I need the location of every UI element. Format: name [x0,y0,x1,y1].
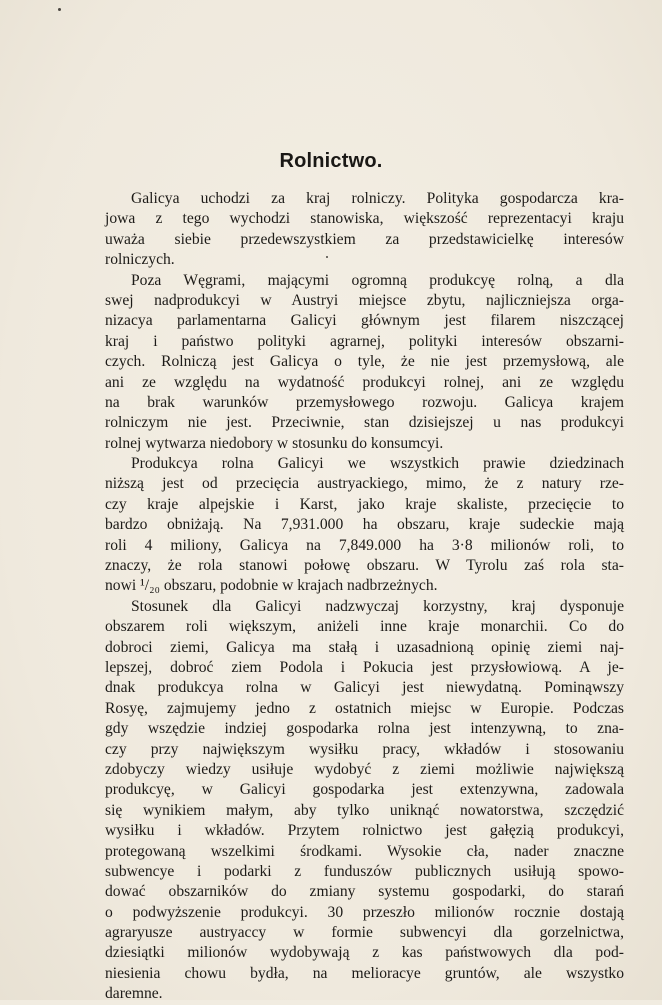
text-line: produkcyę, w Galicyi gospodarka jest extenzywna, zadowala [105,781,624,799]
text-line: wysiłku i wkładów. Przytem rolnictwo jest gałęzią produkcyi, [105,822,624,840]
text-line: subwencye i podarki z funduszów publicznych usiłują spowo- [105,862,624,880]
text-line: na brak warunków przemysłowego rozwoju. Galicya krajem [105,393,624,411]
text-line: roli 4 miliony, Galicya na 7,849.000 ha 3·8 milionów roli, to [105,536,624,554]
text-line: obszarem roli większym, aniżeli inne kraje monarchii. Co do [105,618,624,636]
text-line: kraj i państwo polityki agrarnej, polityki interesów obszarni- [105,332,624,350]
paper-speck [58,8,61,11]
text-line: protegowaną wszelkimi środkami. Wysokie cła, nader znaczne [105,842,624,860]
text-line: swej nadprodukcyi w Austryi miejsce zbytu, najliczniejsza orga- [105,291,624,309]
text-line: nowi ¹/₂₀ obszaru, podobnie w krajach nadbrzeżnych. [105,577,438,595]
text-line: jowa z tego wychodzi stanowiska, większość reprezentacyi kraju [105,210,624,228]
text-line: dnak produkcya rolna w Galicyi jest niewydatną. Pominąwszy [105,679,624,697]
page-title: Rolnictwo. [279,150,383,172]
text-line: daremne. [105,985,163,1003]
text-line: zdobyczy wiedzy usiłuje wydobyć z ziemi możliwie największą [105,760,624,778]
text-line: agraryusze austryaccy w formie subwencyi dla gorzelnictwa, [105,924,624,942]
text-line: ani ze względu na wydatność produkcyi rolnej, ani ze względu [105,373,624,391]
text-line: rolniczych. [105,251,175,269]
text-line: dować obszarników do zmiany systemu gospodarki, do starań [105,883,624,901]
text-line: lepszej, dobroć ziem Podola i Pokucia jest przysłowiową. A je- [105,658,624,676]
text-line: Poza Węgrami, mającymi ogromną produkcyę rolną, a dla [131,271,624,289]
text-line: czy przy największym wysiłku pracy, wkładów i stosowaniu [105,740,624,758]
text-line: rolniczym nie jest. Przeciwnie, stan dzisiejszej u nas produkcyi [105,414,624,432]
text-line: bardzo obniżają. Na 7,931.000 ha obszaru, kraje sudeckie mają [105,516,624,534]
text-line: dobroci ziemi, Galicya ma stałą i uzasadnioną opinię ziemi naj- [105,638,624,656]
text-line: Stosunek dla Galicyi nadzwyczaj korzystny, kraj dysponuje [131,597,624,615]
text-line: dziesiątki milionów wydobywają z kas państwowych dla pod- [105,944,624,962]
text-line: o podwyższenie produkcyi. 30 przeszło milionów rocznie dostają [105,903,624,921]
text-line: niesienia chowu bydła, na melioracye gruntów, ale wszystko [105,964,624,982]
text-line: gdy wszędzie indziej gospodarka rolna jest intenzywną, to zna- [105,720,624,738]
text-line: niższą jest od przecięcia austryackiego, mimo, że z natury rze- [105,475,624,493]
text-line: rolnej wytwarza niedobory w stosunku do konsumcyi. [105,434,444,452]
text-line: się wynikiem małym, aby tylko uniknąć nowatorstwa, szczędzić [105,801,624,819]
text-line: czy kraje alpejskie i Karst, jako kraje skaliste, przecięcie to [105,495,624,513]
text-line: uważa siebie przedewszystkiem za przedstawicielkę interesów [105,230,624,248]
text-line: czych. Rolniczą jest Galicya o tyle, że nie jest przemysłową, ale [105,353,624,371]
text-line: nizacya parlamentarna Galicyi głównym jest filarem niszczącej [105,312,624,330]
text-line: Produkcya rolna Galicyi we wszystkich prawie dziedzinach [131,455,624,473]
body-text [105,189,624,1005]
text-line: znaczy, że rola stanowi połowę obszaru. W Tyrolu zaś rola sta- [105,557,624,575]
text-line: Rosyę, zajmujemy jedno z ostatnich miejsc w Europie. Podczas [105,699,624,717]
text-line: Galicya uchodzi za kraj rolniczy. Polityka gospodarcza kra- [131,190,624,207]
